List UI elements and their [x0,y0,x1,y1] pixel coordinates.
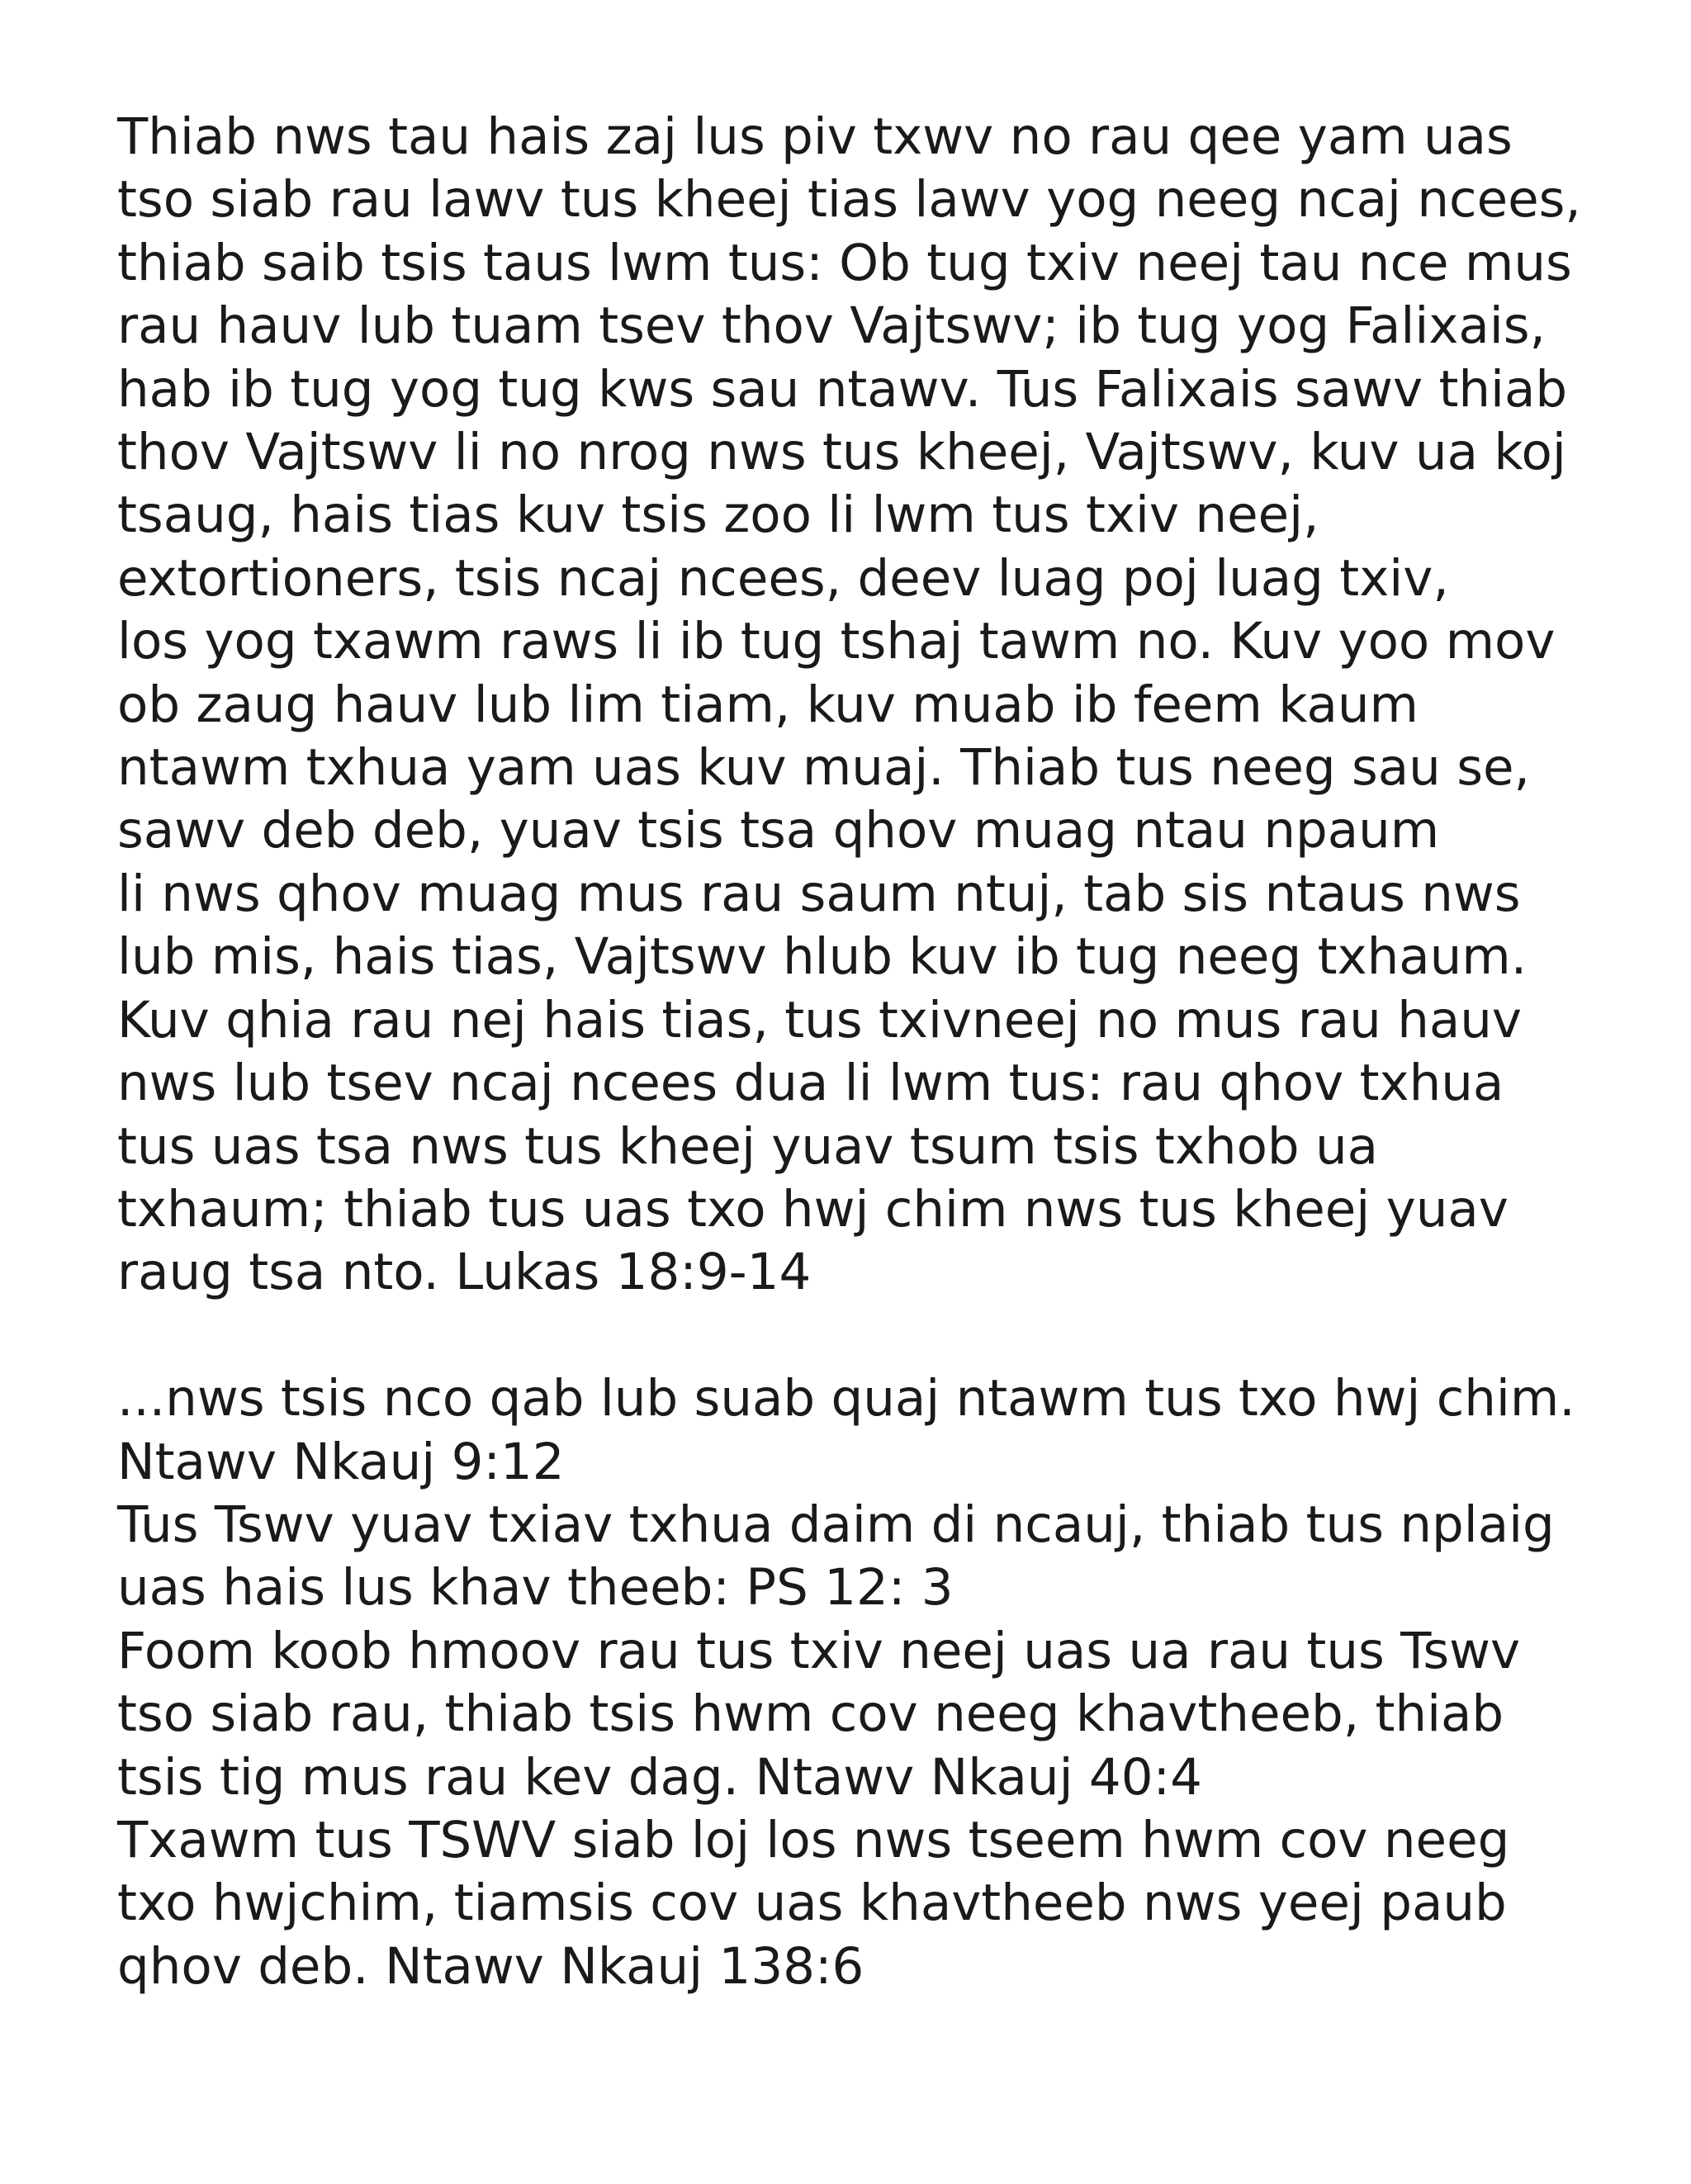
text-line: tso siab rau lawv tus kheej tias lawv yog neeg ncaj ncees, [117,170,1581,230]
text-line: qhov deb. Ntawv Nkauj 138:6 [117,1936,864,1996]
passage-psalms [117,1367,1603,1998]
text-line: rau hauv lub tuam tsev thov Vajtswv; ib tug yog Falixais, [117,296,1546,356]
text-line: li nws qhov muag mus rau saum ntuj, tab sis ntaus nws [117,864,1521,923]
text-line: hab ib tug yog tug kws sau ntawv. Tus Falixais sawv thiab [117,359,1568,419]
text-line: Tus Tswv yuav txiav txhua daim di ncauj, thiab tus nplaig [117,1495,1555,1554]
text-line: tus uas tsa nws tus kheej yuav tsum tsis txhob ua [117,1116,1379,1176]
text-line: tsaug, hais tias kuv tsis zoo li lwm tus txiv neej, [117,486,1319,545]
text-line: nws lub tsev ncaj ncees dua li lwm tus: rau qhov txhua [117,1054,1504,1113]
text-line: thov Vajtswv li no nrog nws tus kheej, Vajtswv, kuv ua koj [117,423,1566,482]
text-line: ntawm txhua yam uas kuv muaj. Thiab tus neeg sau se, [117,738,1530,798]
text-line: Thiab nws tau hais zaj lus piv txwv no rau qee yam uas [117,107,1513,166]
text-line: Kuv qhia rau nej hais tias, tus txivneej no mus rau hauv [117,990,1523,1049]
passage-luke-18 [117,106,1603,1305]
document-page [117,106,1603,1998]
text-line: txo hwjchim, tiamsis cov uas khavtheeb nws yeej paub [117,1874,1507,1933]
text-line: Ntawv Nkauj 9:12 [117,1432,565,1491]
text-line: los yog txawm raws li ib tug tshaj tawm no. Kuv yoo mov [117,612,1556,671]
text-line: txhaum; thiab tus uas txo hwj chim nws tus kheej yuav [117,1179,1509,1239]
text-line: tsis tig mus rau kev dag. Ntawv Nkauj 40:4 [117,1747,1202,1807]
text-line: tso siab rau, thiab tsis hwm cov neeg khavtheeb, thiab [117,1684,1504,1744]
paragraph-gap [117,1305,1603,1367]
text-line: sawv deb deb, yuav tsis tsa qhov muag ntau npaum [117,801,1440,860]
text-line: Foom koob hmoov rau tus txiv neej uas ua rau tus Tswv [117,1621,1521,1680]
text-line: extortioners, tsis ncaj ncees, deev luag poj luag txiv, [117,548,1449,608]
text-line: uas hais lus khav theeb: PS 12: 3 [117,1558,954,1618]
text-line: Txawm tus TSWV siab loj los nws tseem hwm cov neeg [117,1810,1510,1869]
text-line: raug tsa nto. Lukas 18:9-14 [117,1243,812,1302]
text-line: ...nws tsis nco qab lub suab quaj ntawm tus txo hwj chim. [117,1369,1575,1428]
text-line: lub mis, hais tias, Vajtswv hlub kuv ib tug neeg txhaum. [117,927,1528,987]
text-line: thiab saib tsis taus lwm tus: Ob tug txiv neej tau nce mus [117,233,1572,292]
text-line: ob zaug hauv lub lim tiam, kuv muab ib feem kaum [117,675,1419,734]
